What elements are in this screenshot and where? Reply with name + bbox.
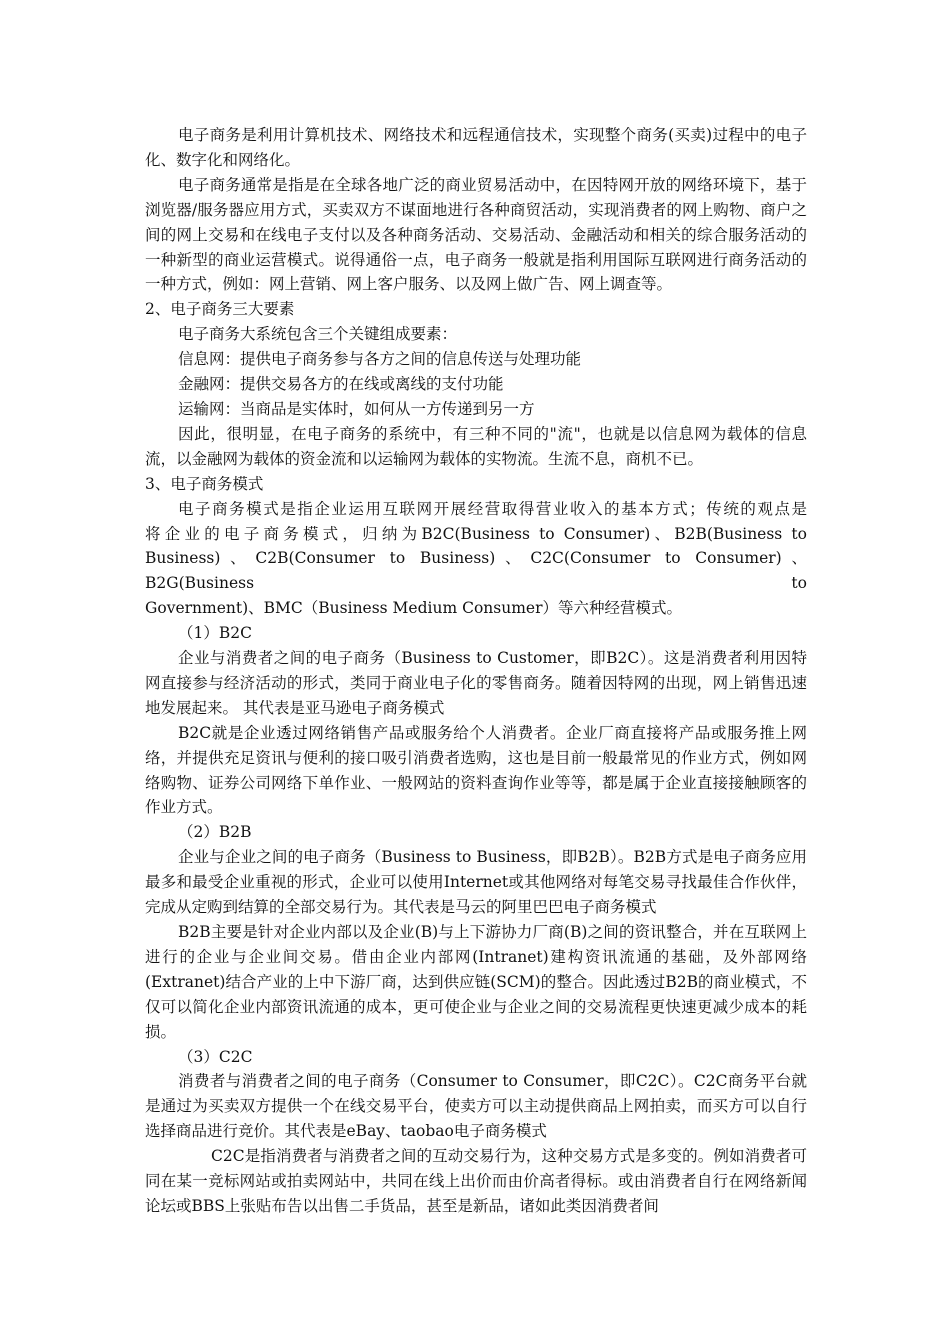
paragraph-b2b-detail: B2B主要是针对企业内部以及企业(B)与上下游协力厂商(B)之间的资讯整合，并在互联网上进行的企业与企业间交易。借由企业内部网(Intranet)建构资讯流通的基础，及外部网络(Extranet)结合产业的上中下游厂商，达到供应链(SCM)的整合。因此透过B2B的商业模式，不仅可以简化企业内部资讯流通的成本，更可使企业与企业之间的交易流程更快速更减少成本的耗损。 — [145, 923, 807, 1041]
paragraph-definition: 电子商务是利用计算机技术、网络技术和远程通信技术，实现整个商务(买卖)过程中的电子化、数字化和网络化。 — [145, 126, 807, 169]
paragraph-c2c-definition: 消费者与消费者之间的电子商务（Consumer to Consumer，即C2C）。C2C商务平台就是通过为买卖双方提供一个在线交易平台，使卖方可以主动提供商品上网拍卖，而买方可以自行选择商品进行竞价。其代表是eBay、taobao电子商务模式 — [145, 1072, 807, 1141]
paragraph-models-line-3: Business)、C2B(Consumer to Business)、C2C(Consumer to Consumer)、B2G(Business to — [145, 549, 807, 593]
paragraph-transport-network: 运输网：当商品是实体时，如何从一方传递到另一方 — [178, 399, 535, 418]
paragraph-b2c-detail: B2C就是企业透过网络销售产品或服务给个人消费者。企业厂商直接将产品或服务推上网络，并提供充足资讯与便利的接口吸引消费者选购，这也是目前一般最常见的作业方式，例如网络购物、证券公司网络下单作业、一般网站的资料查询作业等等，都是属于企业直接接触顾客的作业方式。 — [145, 723, 807, 817]
heading-b2b: （2）B2B — [178, 823, 252, 842]
paragraph-models-line-2: 将企业的电子商务模式，归纳为B2C(Business to Consumer)、B2B(Business to — [145, 524, 807, 543]
paragraph-information-network: 信息网：提供电子商务参与各方之间的信息传送与处理功能 — [178, 350, 582, 369]
document-body — [145, 123, 807, 1219]
heading-c2c: （3）C2C — [178, 1047, 253, 1066]
paragraph-three-flows: 因此，很明显，在电子商务的系统中，有三种不同的"流"，也就是以信息网为载体的信息流，以金融网为载体的资金流和以运输网为载体的实物流。生流不息，商机不已。 — [145, 424, 807, 468]
paragraph-overview: 电子商务通常是指是在全球各地广泛的商业贸易活动中，在因特网开放的网络环境下，基于浏览器/服务器应用方式，买卖双方不谋面地进行各种商贸活动，实现消费者的网上购物、商户之间的网上交易和在线电子支付以及各种商务活动、交易活动、金融活动和相关的综合服务活动的一种新型的商业运营模式。说得通俗一点，电子商务一般就是指利用国际互联网进行商务活动的一种方式，例如：网上营销、网上客户服务、以及网上做广告、网上调查等。 — [145, 175, 807, 294]
heading-ecommerce-models: 3、电子商务模式 — [145, 474, 264, 493]
paragraph-b2b-definition: 企业与企业之间的电子商务（Business to Business，即B2B）。B2B方式是电子商务应用最多和最受企业重视的形式，企业可以使用Internet或其他网络对每笔交易寻找最佳合作伙伴，完成从定购到结算的全部交易行为。其代表是马云的阿里巴巴电子商务模式 — [145, 848, 807, 917]
paragraph-models-line-1: 电子商务模式是指企业运用互联网开展经营取得营业收入的基本方式；传统的观点是 — [178, 499, 807, 518]
paragraph-c2c-detail: C2C是指消费者与消费者之间的互动交易行为，这种交易方式是多变的。例如消费者可同在某一竞标网站或拍卖网站中，共同在线上出价而由价高者得标。或由消费者自行在网络新闻论坛或BBS上张贴布告以出售二手货品，甚至是新品，诸如此类因消费者间 — [145, 1147, 807, 1215]
paragraph-finance-network: 金融网：提供交易各方的在线或离线的支付功能 — [178, 375, 504, 394]
heading-three-elements: 2、电子商务三大要素 — [145, 300, 295, 319]
paragraph-elements-intro: 电子商务大系统包含三个关键组成要素： — [178, 325, 458, 344]
paragraph-models-line-4: Government)、BMC（Business Medium Consumer）等六种经营模式。 — [145, 599, 682, 618]
heading-b2c: （1）B2C — [178, 624, 252, 643]
paragraph-b2c-definition: 企业与消费者之间的电子商务（Business to Customer，即B2C）。这是消费者利用因特网直接参与经济活动的形式，类同于商业电子化的零售商务。随着因特网的出现，网上销售迅速地发展起来。 其代表是亚马逊电子商务模式 — [145, 649, 807, 717]
